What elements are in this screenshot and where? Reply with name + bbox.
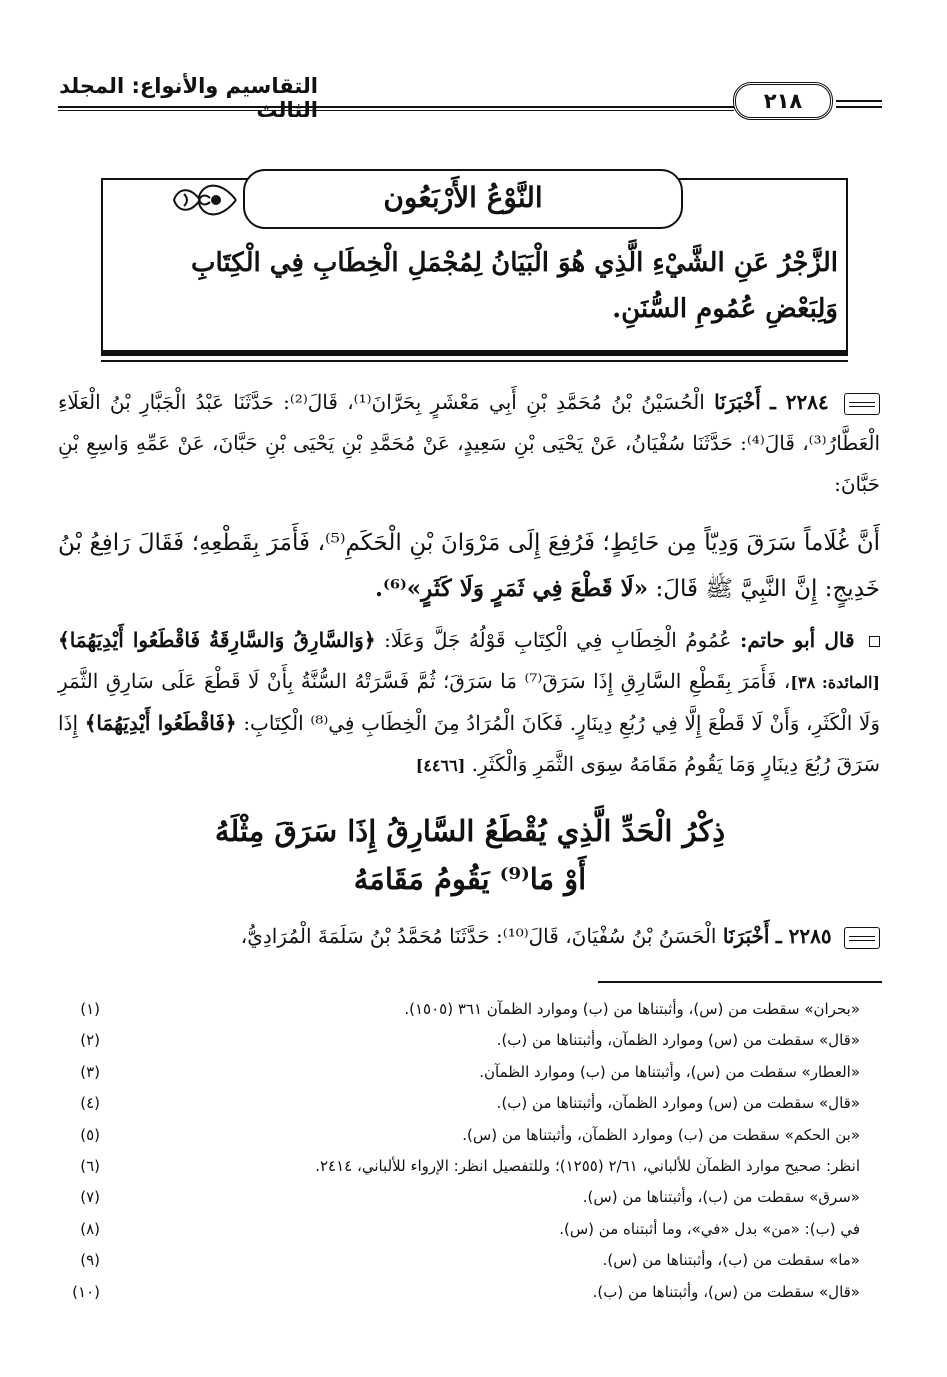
hadith-lead: أَخْبَرَنَا (714, 390, 761, 414)
footnote-text: «قال» سقطت من (س) وموارد الظمآن، وأثبتناها من (ب). (496, 1094, 860, 1113)
footnote-number: (٨) (80, 1219, 100, 1238)
quran-verse-2: ﴿فَاقْطَعُوا أَيْدِيَهُمَا﴾ (84, 711, 237, 735)
footnote-number: (٥) (80, 1125, 100, 1144)
commentary-paragraph (58, 620, 880, 786)
hadith-number: ٢٢٨٤ ـ (770, 390, 829, 414)
footnote (60, 1277, 868, 1308)
chapter-title: النَّوْعُ الأَرْبَعُون (243, 169, 683, 229)
footnote-text: «بحران» سقطت من (س)، وأثبتناها من (ب) وموارد الظمآن ٣٦١ (١٥٠٥). (404, 1000, 860, 1018)
footnote (60, 1245, 868, 1276)
footnote (60, 1088, 868, 1119)
page-number: ٢١٨ (733, 82, 833, 120)
chapter-rule-thin (101, 360, 848, 362)
footnote (60, 994, 868, 1025)
footnotes (60, 994, 868, 1308)
footnote-text: «ما» سقطت من (ب)، وأثبتناها من (س). (602, 1251, 860, 1270)
footnote-number: (٩) (80, 1251, 100, 1270)
hadith-marker-icon (844, 927, 880, 949)
hadith-2285-isnad (58, 916, 880, 957)
hadith-2284-isnad (58, 382, 880, 505)
footnote-text: «سرق» سقطت من (ب)، وأثبتناها من (س). (582, 1188, 860, 1207)
commentary-text-1: عُمُومُ الْخِطَابِ فِي الْكِتَابِ قَوْلُهُ جَلَّ وَعَلَا: (384, 628, 732, 652)
footnote-separator (598, 981, 882, 983)
footnote (60, 1025, 868, 1056)
hadith-2284-matn (58, 520, 880, 612)
footnote-number: (١٠) (72, 1282, 100, 1301)
quran-reference: [المائدة: ٣٨] (790, 673, 881, 692)
square-bullet-icon (869, 636, 880, 647)
footnote (60, 1057, 868, 1088)
commentary-text-3: إِذَا سَرَقَ رُبُعَ دِينَارٍ وَمَا يَقُومُ مَقَامَهُ سِوَى الثَّمَرِ وَالْكَثَرِ. (58, 711, 880, 776)
hadith-isnad-text: الْحَسَنُ بْنُ سُفْيَانَ، قَالَ⁽¹⁰⁾: حَدَّثَنَا مُحَمَّدُ بْنُ سَلَمَةَ الْمُرَادِيُّ، (240, 924, 717, 948)
hadith-marker-icon (844, 393, 880, 415)
quran-verse-1: ﴿وَالسَّارِقُ وَالسَّارِقَةُ فَاقْطَعُوا أَيْدِيَهُمَا﴾ (58, 628, 376, 652)
footnote-text: «قال» سقطت من (س)، وأثبتناها من (ب). (592, 1282, 860, 1301)
footnote-number: (٦) (80, 1157, 100, 1176)
hadith-matn-text: أَنَّ غُلَاماً سَرَقَ وَدِيّاً مِن حَائِطٍ؛ فَرُفِعَ إِلَى مَرْوَانَ بْنِ الْحَكَمِ⁽⁵⁾، فَأَمَرَ بِقَطْعِهِ؛ فَقَالَ رَافِعُ بْنُ خَدِيجٍ: إِنَّ النَّبِيَّ ﷺ قَالَ: (58, 530, 880, 602)
header-rule-right (836, 100, 882, 102)
footnote (60, 1214, 868, 1245)
footnote-text: «العطار» سقطت من (س)، وأثبتناها من (ب) وموارد الظمآن. (479, 1062, 860, 1081)
section-heading-line-2: أَوْ مَا⁽⁹⁾ يَقُومُ مَقَامَهُ (353, 862, 587, 896)
footnote (60, 1151, 868, 1182)
footnote (60, 1120, 868, 1151)
footnote-number: (٧) (80, 1188, 100, 1207)
footnote-number: (٣) (80, 1062, 100, 1081)
footnote-text: انظر: صحيح موارد الظمآن للألباني، ٢/٦١ (١٢٥٥)؛ وللتفصيل انظر: الإرواء للألباني، ٢٤١٤. (315, 1157, 860, 1176)
floral-ornament-icon (170, 172, 240, 228)
cross-reference: [٤٤٦٦] (415, 756, 466, 775)
header-rule-left-thin (58, 110, 734, 111)
commentary-text-2: ، فَأَمَرَ بِقَطْعِ السَّارِقِ إِذَا سَرَقَ⁽⁷⁾ مَا سَرَقَ؛ ثُمَّ فَسَّرَتْهُ السُّنَّةُ بِأَنْ لَا قَطْعَ عَلَى سَارِقِ الثَّمَرِ وَلَا الْكَثَرِ، وَأَنْ لَا قَطْعَ إِلَّا فِي رُبُعِ دِينَارٍ. فَكَانَ الْمُرَادُ مِنَ الْخِطَابِ فِي⁽⁸⁾ الْكِتَابِ: (58, 669, 880, 735)
footnote-number: (١) (80, 1000, 100, 1018)
header-rule-left (58, 106, 734, 108)
prophet-saying: «لَا قَطْعَ فِي ثَمَرٍ وَلَا كَثَرٍ»⁽⁶⁾. (375, 575, 649, 602)
chapter-subtitle: الزَّجْرُ عَنِ الشَّيْءِ الَّذِي هُوَ الْبَيَانُ لِمُجْمَلِ الْخِطَابِ فِي الْكِتَابِ وَلِبَعْضِ عُمُومِ السُّنَنِ. (190, 248, 838, 324)
footnote-number: (٢) (80, 1031, 100, 1050)
hadith-lead: أَخْبَرَنَا (722, 924, 770, 948)
footnote-text: في (ب): «من» بدل «في»، وما أثبتناه من (س). (559, 1219, 860, 1238)
footnote (60, 1182, 868, 1213)
header-rule-right-2 (836, 106, 882, 108)
footnote-text: «بن الحكم» سقطت من (ب) وموارد الظمآن، وأثبتناها من (س). (462, 1125, 860, 1144)
running-title: التقاسيم والأنواع: المجلد (59, 74, 318, 98)
page-header (0, 0, 947, 140)
hadith-isnad-text: الْحُسَيْنُ بْنُ مُحَمَّدِ بْنِ أَبِي مَعْشَرٍ بِحَرَّانَ⁽¹⁾، قَالَ⁽²⁾: حَدَّثَنَا عَبْدُ الْجَبَّارِ بْنُ الْعَلَاءِ الْعَطَّارُ⁽³⁾، قَالَ⁽⁴⁾: حَدَّثَنَا سُفْيَانُ، عَنْ يَحْيَى بْنِ سَعِيدٍ، عَنْ مُحَمَّدِ بْنِ يَحْيَى بْنِ حَبَّانَ، عَنْ عَمِّهِ وَاسِعِ بْنِ حَبَّانَ: (58, 390, 881, 496)
footnote-text: «قال» سقطت من (س) وموارد الظمآن، وأثبتناها من (ب). (496, 1031, 860, 1050)
commentary-speaker: قال أبو حاتم: (739, 628, 855, 652)
section-heading-line-1: ذِكْرُ الْحَدِّ الَّذِي يُقْطَعُ السَّارِقُ إِذَا سَرَقَ مِثْلَهُ (214, 814, 726, 848)
hadith-number: ٢٢٨٥ ـ (775, 924, 832, 948)
chapter-rule-thick (101, 350, 848, 356)
footnote-number: (٤) (80, 1094, 100, 1113)
